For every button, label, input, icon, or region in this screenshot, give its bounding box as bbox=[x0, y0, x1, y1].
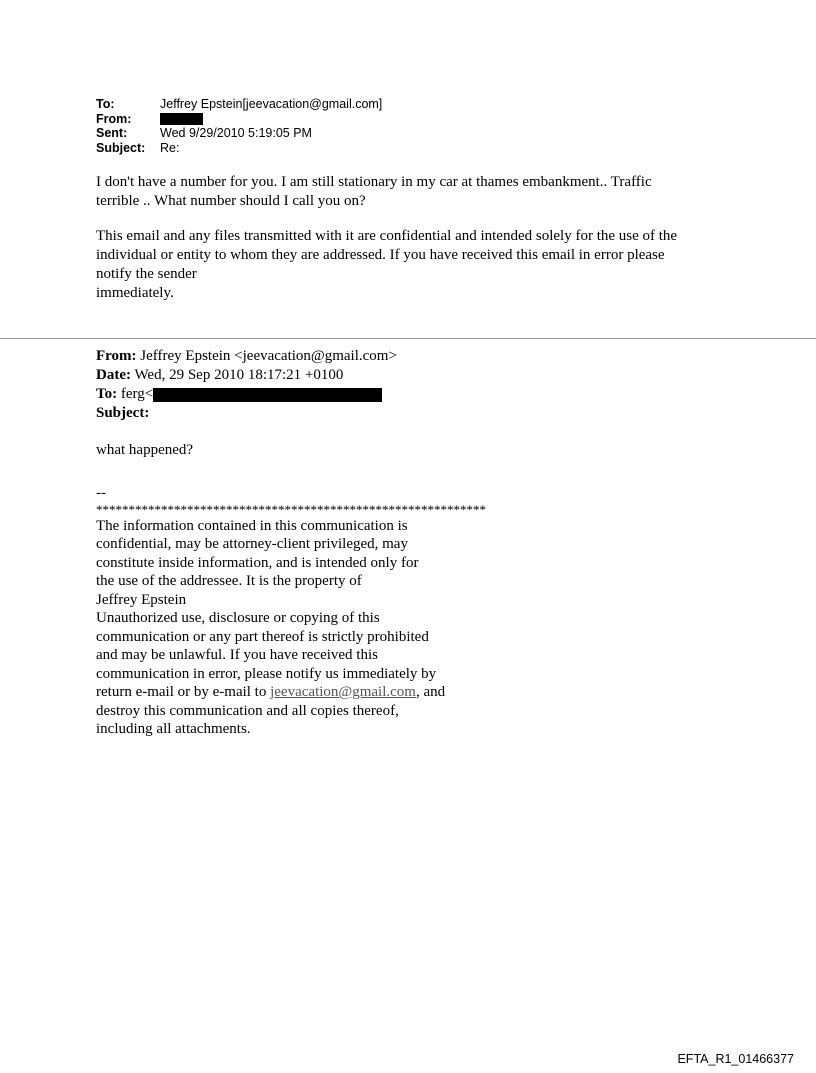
return-line-suffix: , and bbox=[415, 684, 446, 700]
header-from-row bbox=[96, 112, 696, 127]
disclaimer-line: confidential, may be attorney-client privileged, may bbox=[96, 536, 408, 552]
signature-stars: ************************************************************ bbox=[96, 501, 486, 517]
notice-line: notify the sender bbox=[96, 266, 197, 282]
header-subject-label: Subject: bbox=[96, 140, 146, 155]
message-line: terrible .. What number should I call you on? bbox=[96, 193, 366, 209]
disclaimer-line: and may be unlawful. If you have received this bbox=[96, 647, 378, 663]
quoted-from-row bbox=[96, 347, 656, 366]
header-from-value bbox=[160, 112, 203, 127]
header-from-label: From: bbox=[96, 111, 132, 126]
quoted-subject-label: Subject: bbox=[96, 405, 150, 421]
disclaimer-line: the use of the addressee. It is the property of bbox=[96, 573, 362, 589]
disclaimer-line: Unauthorized use, disclosure or copying of this bbox=[96, 610, 380, 626]
message-paragraph bbox=[96, 173, 716, 211]
header-to-row bbox=[96, 97, 696, 112]
quoted-email-header bbox=[96, 347, 656, 423]
disclaimer-line: The information contained in this communication is bbox=[96, 517, 408, 534]
notice-line: immediately. bbox=[96, 285, 174, 301]
disclaimer-line: constitute inside information, and is intended only for bbox=[96, 554, 419, 571]
quoted-from-label: From: bbox=[96, 348, 137, 364]
quoted-message: what happened? bbox=[96, 442, 194, 458]
quoted-to-label: To: bbox=[96, 386, 118, 402]
email-header bbox=[96, 97, 696, 155]
header-sent-label: Sent: bbox=[96, 126, 128, 140]
email-link[interactable]: jeevacation@gmail.com bbox=[270, 684, 416, 700]
divider bbox=[0, 338, 816, 339]
header-to-value: Jeffrey Epstein[jeevacation@gmail.com] bbox=[160, 97, 383, 111]
message-line: I don't have a number for you. I am still stationary in my car at thames embankment.. Traffic bbox=[96, 174, 652, 190]
header-sent-value: Wed 9/29/2010 5:19:05 PM bbox=[160, 126, 312, 140]
header-subject-value: Re: bbox=[160, 140, 180, 155]
quoted-date-label: Date: bbox=[96, 367, 131, 383]
disclaimer-line: communication or any part thereof is strictly prohibited bbox=[96, 628, 429, 645]
header-sent-row bbox=[96, 126, 696, 141]
quoted-to-row bbox=[96, 385, 656, 404]
quoted-from-value: Jeffrey Epstein <jeevacation@gmail.com> bbox=[136, 348, 397, 364]
disclaimer-line: including all attachments. bbox=[96, 721, 251, 737]
quoted-to-value: ferg< bbox=[117, 386, 154, 402]
notice-line: individual or entity to whom they are addressed. If you have received this email in error please bbox=[96, 247, 665, 263]
redaction-block bbox=[153, 388, 382, 402]
signature-dashes: -- bbox=[96, 485, 106, 501]
header-to-label: To: bbox=[96, 97, 115, 111]
header-subject-row bbox=[96, 141, 696, 156]
disclaimer-return-line bbox=[96, 683, 486, 702]
signature-block bbox=[96, 484, 486, 739]
return-line-prefix: return e-mail or by e-mail to bbox=[96, 684, 271, 700]
notice-line: This email and any files transmitted with it are confidential and intended solely for the use of the bbox=[96, 228, 678, 244]
disclaimer-line: communication in error, please notify us immediately by bbox=[96, 665, 437, 682]
document-id: EFTA_R1_01466377 bbox=[677, 1052, 794, 1066]
disclaimer-line: Jeffrey Epstein bbox=[96, 591, 187, 608]
redaction-block bbox=[160, 113, 203, 125]
confidentiality-notice bbox=[96, 227, 716, 303]
quoted-date-row bbox=[96, 366, 656, 385]
disclaimer-line: destroy this communication and all copies thereof, bbox=[96, 702, 399, 719]
quoted-date-value: Wed, 29 Sep 2010 18:17:21 +0100 bbox=[130, 367, 344, 383]
quoted-subject-row bbox=[96, 404, 656, 423]
